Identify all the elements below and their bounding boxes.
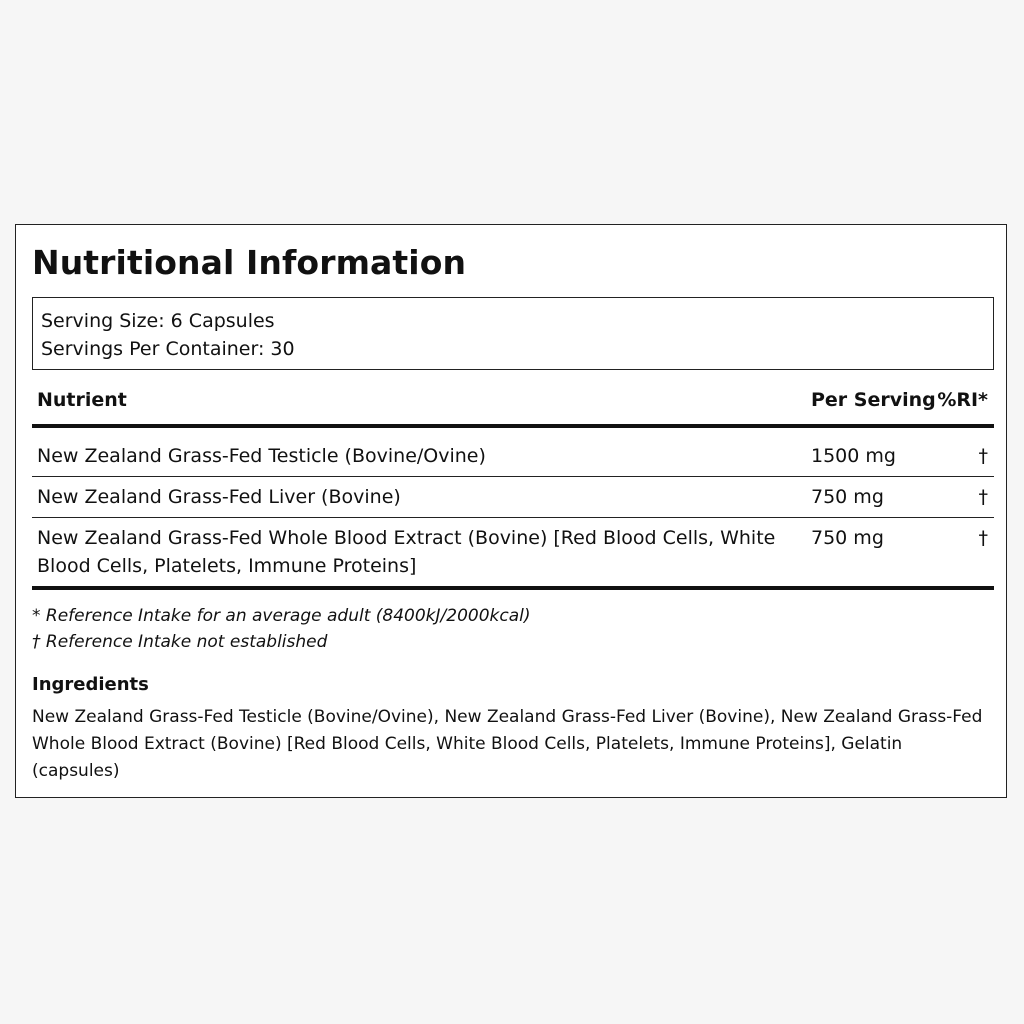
nutrient-name: New Zealand Grass-Fed Liver (Bovine) (37, 486, 401, 508)
serving-info-box (32, 297, 994, 370)
nutrient-name: New Zealand Grass-Fed Whole Blood Extract (Bovine) [Red Blood Cells, White Blood Cells, Platelets, Immune Proteins] (37, 527, 776, 577)
header-nutrient: Nutrient (37, 389, 127, 411)
ingredients-heading: Ingredients (32, 674, 149, 695)
nutrient-ri: † (978, 486, 988, 508)
nutrient-ri: † (978, 527, 988, 549)
nutrient-amount: 750 mg (811, 486, 884, 508)
page-title: Nutritional Information (32, 243, 467, 282)
ingredients-text: New Zealand Grass-Fed Testicle (Bovine/Ovine), New Zealand Grass-Fed Liver (Bovine), New Zealand Grass-Fed Whole Blood Extract (Bovine) [Red Blood Cells, White Blood Cells, Platelets, Immune Proteins], Gelatin (capsules) (32, 707, 983, 781)
footnote-reference-intake: * Reference Intake for an average adult (8400kJ/2000kcal) (32, 606, 531, 626)
nutrient-amount: 750 mg (811, 527, 884, 549)
nutrition-panel (15, 224, 1007, 798)
header-per-serving: Per Serving (811, 389, 936, 411)
nutrient-table (32, 383, 994, 590)
serving-size: Serving Size: 6 Capsules (41, 310, 275, 332)
table-row (32, 477, 994, 518)
servings-per-container: Servings Per Container: 30 (41, 338, 295, 360)
header-ri: %RI* (937, 389, 988, 411)
nutrient-name: New Zealand Grass-Fed Testicle (Bovine/Ovine) (37, 445, 486, 467)
nutrient-amount: 1500 mg (811, 445, 896, 467)
footnote-not-established: † Reference Intake not established (32, 632, 328, 652)
table-row (32, 428, 994, 477)
nutrient-ri: † (978, 445, 988, 467)
table-row (32, 518, 994, 590)
nutrient-table-header (32, 383, 994, 428)
footnotes (32, 603, 531, 655)
